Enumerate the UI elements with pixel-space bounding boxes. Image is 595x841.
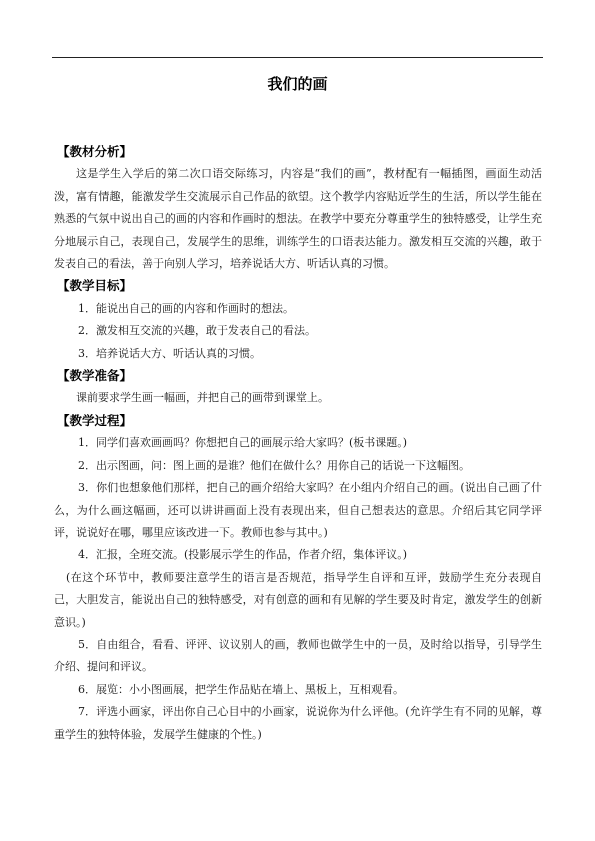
process-step: 2．出示图画，问：图上画的是谁？他们在做什么？用你自己的话说一下这幅图。 [78,458,470,472]
process-step: 6．展览：小小图画展，把学生作品贴在墙上、黑板上，互相观看。 [78,682,404,696]
goal-item: 3．培养说话大方、听话认真的习惯。 [78,346,261,360]
section-heading-analysis: 【教材分析】 [57,144,133,159]
process-step: 7．评选小画家，评出你自己心目中的小画家，说说你为什么评他。(允许学生有不同的见解，尊重学生的独特体验，发展学生健康的个性。) [54,705,542,741]
section-heading-goals: 【教学目标】 [57,278,133,294]
process-step: 1．同学们喜欢画画吗？你想把自己的画展示给大家吗？(板书课题。) [78,436,408,450]
process-step: 5．自由组合，看看、评评、议议别人的画，教师也做学生中的一员，及时给以指导，引导学生介绍、提问和评议。 [54,637,542,674]
process-note: (在这个环节中，教师要注意学生的语言是否规范，指导学生自评和互评，鼓励学生充分表现自己，大胆发言，能说出自己的独特感受，对有创意的画和有见解的学生要及时肯定，激发学生的创新意识。) [54,570,542,629]
header-rule [52,57,543,58]
analysis-paragraph: 这是学生入学后的第二次口语交际练习，内容是“我们的画”，教材配有一幅插图，画面生动活泼，富有情趣，能激发学生交流展示自己作品的欲望。这个教学内容贴近学生的生活，所以学生能在熟悉的气氛中说出自己的画的内容和作画时的想法。在教学中要充分尊重学生的独特感受，让学生充分地展示自己，表现自己，发展学生的思维，训练学生的口语表达能力。激发相互交流的兴趣，敢于发表自己的看法，善于向别人学习，培养说话大方、听话认真的习惯。 [54,167,542,271]
process-step: 4．汇报，全班交流。(投影展示学生的作品，作者介绍，集体评议。) [78,548,408,562]
goal-item: 2．激发相互交流的兴趣，敢于发表自己的看法。 [78,324,316,338]
section-heading-process: 【教学过程】 [57,412,133,428]
process-step: 3．你们也想象他们那样，把自己的画介绍给大家吗？在小组内介绍自己的画。(说出自己画了什么，为什么画这幅画，还可以讲讲画面上没有表现出来，但自己想表达的意思。介绍后其它同学评评，说说好在哪，哪里应该改进一下。教师也参与其中。) [54,481,542,539]
goal-item: 1．能说出自己的画的内容和作画时的想法。 [78,301,294,315]
section-heading-preparation: 【教学准备】 [57,368,133,384]
preparation-paragraph: 课前要求学生画一幅画，并把自己的画带到课堂上。 [76,391,329,405]
page-title: 我们的画 [267,75,328,93]
document-body [54,141,542,746]
